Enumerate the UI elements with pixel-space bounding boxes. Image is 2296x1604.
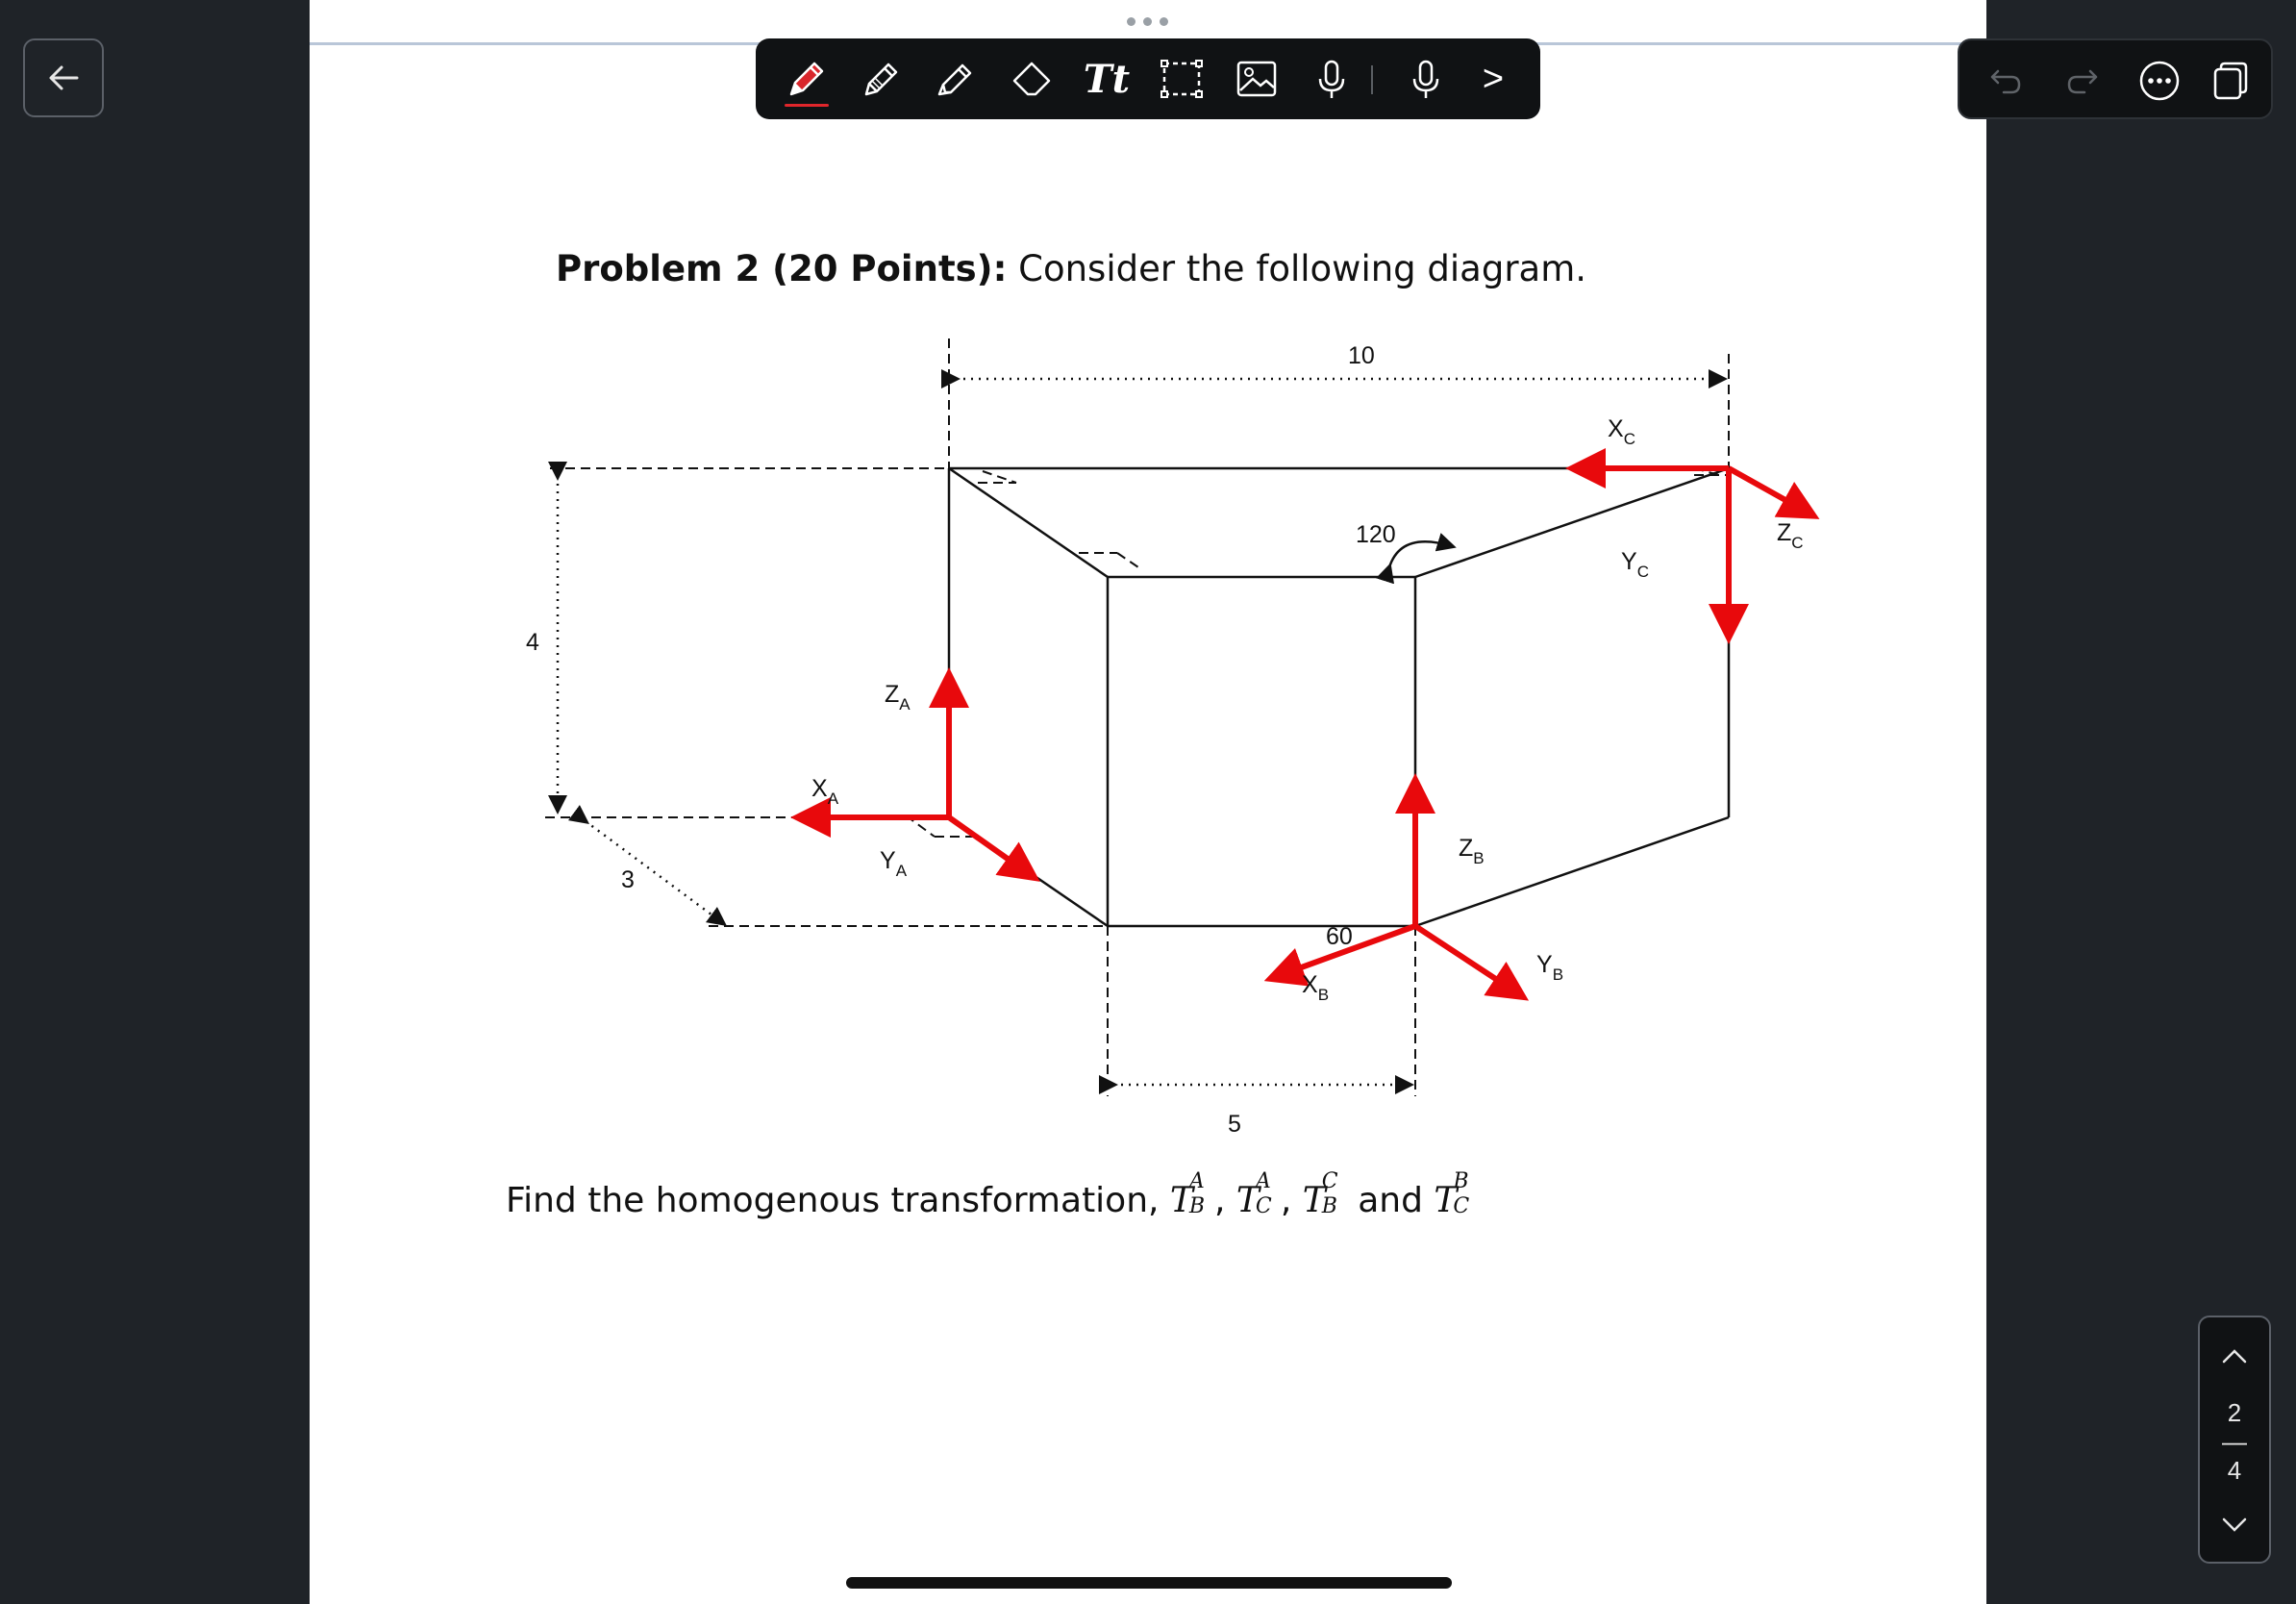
text-tool-button[interactable]	[1077, 52, 1136, 106]
more-options-button[interactable]	[2133, 54, 2186, 108]
chevron-down-icon	[2220, 1516, 2249, 1535]
more-options-icon	[2136, 58, 2183, 104]
frame-b-z-label: $Z_B$	[1459, 835, 1485, 867]
pen-icon	[782, 54, 832, 104]
page-navigator	[2198, 1316, 2271, 1564]
page-separator: —	[2222, 1427, 2247, 1456]
dimension-lines	[558, 379, 1723, 1085]
problem-title-bold: Problem 2 (20 Points):	[556, 248, 1008, 289]
next-page-button[interactable]	[2200, 1506, 2269, 1544]
angle-arc-120	[1389, 541, 1452, 567]
total-pages: 4	[2227, 1456, 2242, 1485]
box-outline	[949, 468, 1729, 926]
frame-b-x-label: $X_B$	[1302, 971, 1330, 1004]
home-indicator[interactable]	[846, 1577, 1452, 1589]
lasso-icon	[1157, 54, 1207, 104]
transform-a-b: T A B	[1169, 1169, 1206, 1220]
extension-lines	[545, 338, 1729, 1096]
dimension-left-label: 4	[526, 629, 539, 656]
pages-button[interactable]	[2204, 54, 2258, 108]
dimension-top-label: 10	[1348, 342, 1375, 369]
frame-c-z-axis	[1729, 468, 1809, 514]
frame-b-y-label: $Y_B$	[1536, 951, 1564, 984]
highlighter-icon	[932, 54, 982, 104]
mic-icon	[1307, 54, 1357, 104]
more-tools-button[interactable]	[1463, 52, 1523, 106]
highlighter-tool-button[interactable]	[927, 52, 986, 106]
active-tool-indicator	[785, 104, 829, 107]
transformation-diagram	[310, 317, 1986, 1164]
drawing-toolbar	[756, 38, 1540, 119]
frame-a-z-label: $Z_A$	[885, 681, 911, 714]
question-text: Find the homogenous transformation, T A B , T A C , T C B and T B C	[506, 1181, 1478, 1220]
eraser-icon	[1007, 54, 1057, 104]
frame-b-y-axis	[1415, 926, 1519, 994]
more-chevron-icon: >	[1482, 58, 1505, 99]
pages-icon	[2208, 58, 2254, 104]
image-icon	[1232, 54, 1282, 104]
redo-icon	[2059, 58, 2106, 104]
transform-a-c: T A C	[1235, 1169, 1272, 1220]
transform-c-b: T C B	[1302, 1169, 1338, 1220]
angle-60-label: 60	[1326, 923, 1353, 950]
back-button[interactable]	[23, 38, 104, 117]
undo-button[interactable]	[1979, 54, 2033, 108]
undo-icon	[1983, 58, 2029, 104]
transform-b-c: T B C	[1434, 1169, 1470, 1220]
toolbar-drag-handle[interactable]	[1123, 13, 1171, 29]
pencil-icon	[857, 54, 907, 104]
and-word: and	[1358, 1181, 1423, 1220]
redo-button[interactable]	[2056, 54, 2109, 108]
dimension-bottom-label: 5	[1228, 1111, 1241, 1138]
chevron-up-icon	[2220, 1346, 2249, 1366]
current-page-number: 2	[2227, 1398, 2242, 1427]
lasso-tool-button[interactable]	[1152, 52, 1211, 106]
record-tool-button[interactable]	[1396, 52, 1456, 106]
frame-c-x-label: $X_C$	[1608, 415, 1635, 448]
problem-title	[556, 248, 1586, 289]
coordinate-frames	[802, 468, 1809, 994]
text-icon: Tt	[1083, 56, 1131, 102]
pen-tool-button[interactable]	[777, 52, 836, 106]
frame-a-y-axis	[949, 817, 1031, 875]
record-icon	[1401, 54, 1451, 104]
question-prefix: Find the homogenous transformation,	[506, 1181, 1170, 1220]
toolbar-separator	[1371, 65, 1373, 94]
mic-tool-button[interactable]	[1302, 52, 1361, 106]
previous-page-button[interactable]	[2200, 1337, 2269, 1375]
frame-c-y-label: $Y_C$	[1621, 548, 1649, 581]
angle-120-label: 120	[1356, 521, 1396, 548]
document-actions-toolbar	[1958, 38, 2273, 119]
image-tool-button[interactable]	[1227, 52, 1286, 106]
back-arrow-icon	[44, 59, 83, 97]
problem-title-rest: Consider the following diagram.	[1007, 248, 1587, 289]
pencil-tool-button[interactable]	[852, 52, 911, 106]
frame-c-z-label: $Z_C$	[1777, 519, 1804, 552]
eraser-tool-button[interactable]	[1002, 52, 1061, 106]
frame-a-y-label: $Y_A$	[880, 847, 908, 880]
frame-a-x-label: $X_A$	[811, 775, 839, 808]
dimension-depth-label: 3	[621, 866, 635, 893]
